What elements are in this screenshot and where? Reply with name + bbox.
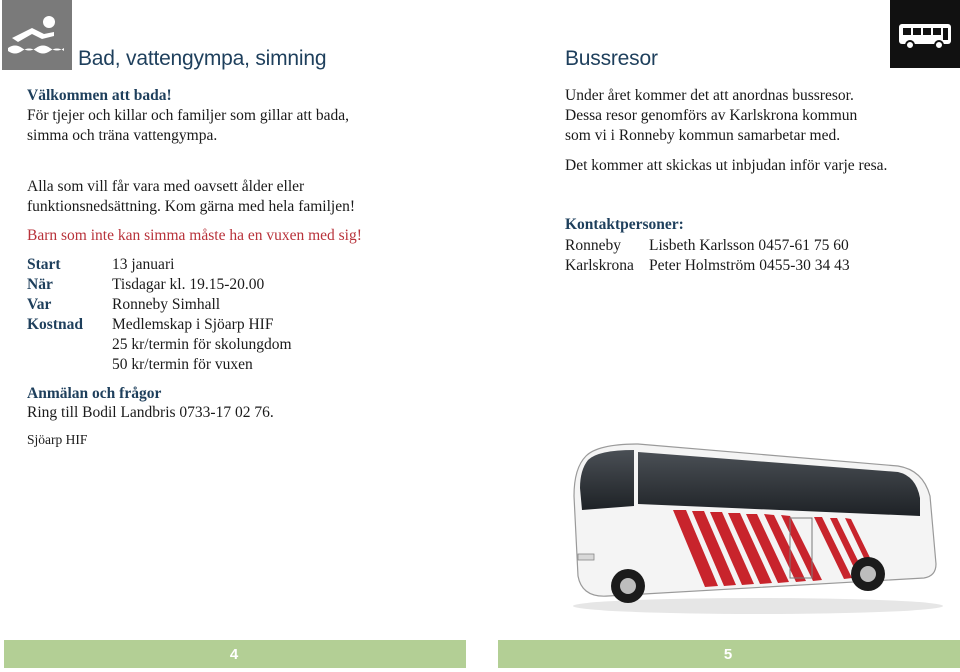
contact-row <box>565 256 850 276</box>
bus-para-line-1: Under året kommer det att anordnas bussresor. <box>565 87 854 104</box>
bus-image <box>568 436 948 616</box>
contact-person: Lisbeth Karlsson 0457-61 75 60 <box>649 237 849 254</box>
bus-para-line-2: Dessa resor genomförs av Karlskrona kommun <box>565 107 858 124</box>
detail-value: 13 januari <box>112 256 175 273</box>
signup-heading: Anmälan och frågor <box>27 385 162 402</box>
detail-label: När <box>27 276 53 293</box>
detail-value: 50 kr/termin för vuxen <box>112 356 253 373</box>
intro-line-2: simma och träna vattengympa. <box>27 127 218 144</box>
organizer-name: Sjöarp HIF <box>27 432 88 447</box>
contact-place: Ronneby <box>565 237 621 254</box>
contacts-heading: Kontaktpersoner: <box>565 216 684 233</box>
detail-value: Medlemskap i Sjöarp HIF <box>112 316 274 333</box>
bus-para-line-3: som vi i Ronneby kommun samarbetar med. <box>565 127 841 144</box>
detail-label: Kostnad <box>27 316 83 333</box>
signup-text: Ring till Bodil Landbris 0733-17 02 76. <box>27 404 274 421</box>
child-warning-text: Barn som inte kan simma måste ha en vuxen med sig! <box>27 227 362 244</box>
swimming-section-title: Bad, vattengympa, simning <box>78 47 327 70</box>
all-welcome-line-2: funktionsnedsättning. Kom gärna med hela familjen! <box>27 198 355 215</box>
bus-section-title: Bussresor <box>565 47 658 70</box>
contact-row <box>565 236 850 256</box>
contact-person: Peter Holmström 0455-30 34 43 <box>649 257 850 274</box>
detail-label: Start <box>27 256 61 273</box>
intro-line-1: För tjejer och killar och familjer som gillar att bada, <box>27 107 349 124</box>
detail-value: Ronneby Simhall <box>112 296 221 313</box>
detail-label: Var <box>27 296 52 313</box>
welcome-heading: Välkommen att bada! <box>27 87 172 104</box>
detail-value: Tisdagar kl. 19.15-20.00 <box>112 276 265 293</box>
contacts-table <box>565 236 850 276</box>
bus-icon <box>890 0 960 68</box>
detail-value: 25 kr/termin för skolungdom <box>112 336 292 353</box>
left-page-number: 4 <box>229 646 239 663</box>
invitation-text: Det kommer att skickas ut inbjudan inför varje resa. <box>565 157 888 174</box>
right-page-number: 5 <box>723 646 733 663</box>
all-welcome-line-1: Alla som vill får vara med oavsett ålder eller <box>27 178 305 195</box>
contact-place: Karlskrona <box>565 257 634 274</box>
